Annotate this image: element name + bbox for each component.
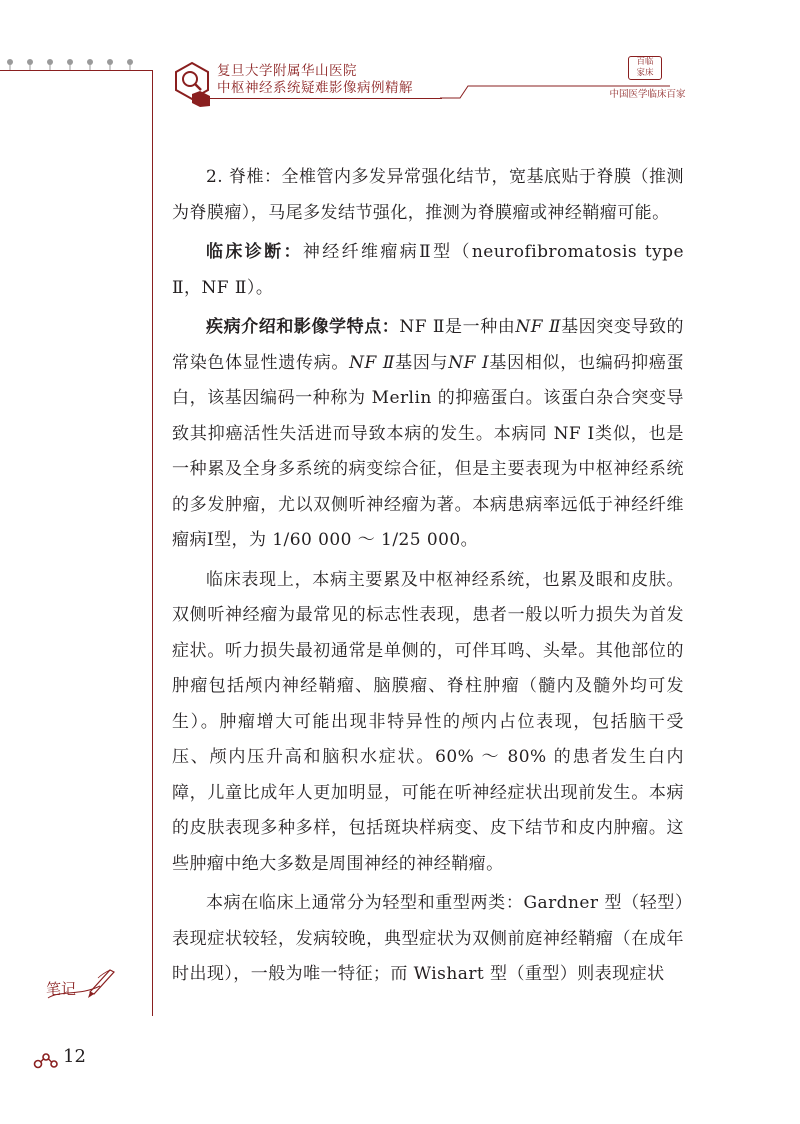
diagnosis-text: 神经纤维瘤病Ⅱ型（neurofibromatosis type Ⅱ，NF Ⅱ）。 xyxy=(172,242,684,298)
title-underline xyxy=(210,98,442,99)
hexagon-magnifier-icon xyxy=(170,61,214,107)
title-line-2: 中枢神经系统疑难影像病例精解 xyxy=(217,80,413,96)
intro-seg-3: 基因与 xyxy=(395,352,449,373)
paragraph-diagnosis xyxy=(172,235,684,306)
introduction-label: 疾病介绍和影像学特点： xyxy=(206,317,400,337)
book-title xyxy=(217,63,413,97)
page-number: 12 xyxy=(63,1046,86,1067)
intro-seg-2: 基因突变导致的常染色体显性遗传病。 xyxy=(172,317,685,373)
pen-notes-icon xyxy=(40,966,118,1008)
series-logo-line-2: 家床 xyxy=(636,68,654,78)
paragraph-introduction xyxy=(172,310,684,559)
main-text xyxy=(172,160,684,997)
margin-rule xyxy=(152,70,153,1016)
intro-seg-1: NF Ⅱ是一种由 xyxy=(399,317,516,337)
svg-text:笔记: 笔记 xyxy=(46,980,77,998)
header-rule xyxy=(0,70,152,71)
paragraph-classification: 本病在临床上通常分为轻型和重型两类：Gardner 型（轻型）表现症状较轻，发病较晚，典型症状为双侧前庭神经鞘瘤（在成年时出现），一般为唯一特征；而 Wishart 型（重型）则表现症状 xyxy=(172,893,684,984)
diagnosis-label: 临床诊断： xyxy=(206,242,303,262)
series-name: 中国医学临床百家 xyxy=(609,89,686,100)
paragraph-spine: 2. 脊椎：全椎管内多发异常强化结节，宽基底贴于脊膜（推测为脊膜瘤），马尾多发结节强化，推测为脊膜瘤或神经鞘瘤可能。 xyxy=(172,167,684,223)
intro-seg-4: 基因相似，也编码抑癌蛋白，该基因编码一种称为 Merlin 的抑癌蛋白。该蛋白杂合突变导致其抑癌活性失活进而导致本病的发生。本病同 NF Ⅰ类似，也是一种累及全身多系统的病变综合征，但是主要表现为中枢神经系统的多发肿瘤，尤以双侧听神经瘤为著。本病患病率远低于神经纤维瘤病Ⅰ型，为 1/60 000 ～ 1/25 000。 xyxy=(172,352,685,550)
series-logo xyxy=(628,56,662,80)
gene-name: NF Ⅱ xyxy=(515,317,562,337)
gene-name: NF Ⅰ xyxy=(448,352,490,373)
decorative-dots xyxy=(0,54,150,78)
molecule-icon xyxy=(32,1052,62,1070)
paragraph-clinical: 临床表现上，本病主要累及中枢神经系统，也累及眼和皮肤。双侧听神经瘤为最常见的标志性表现，患者一般以听力损失为首发症状。听力损失最初通常是单侧的，可伴耳鸣、头晕。其他部位的肿瘤包括颅内神经鞘瘤、脑膜瘤、脊柱肿瘤（髓内及髓外均可发生）。肿瘤增大可能出现非特异性的颅内占位表现，包括脑干受压、颅内压升高和脑积水症状。60% ～ 80% 的患者发生白内障，儿童比成年人更加明显，可能在听神经症状出现前发生。本病的皮肤表现多种多样，包括斑块样病变、皮下结节和皮内肿瘤。这些肿瘤中绝大多数是周围神经的神经鞘瘤。 xyxy=(172,569,684,874)
series-logo-line-1: 百临 xyxy=(636,57,654,67)
title-line-1: 复旦大学附属华山医院 xyxy=(217,63,357,79)
gene-name: NF Ⅱ xyxy=(349,352,396,373)
